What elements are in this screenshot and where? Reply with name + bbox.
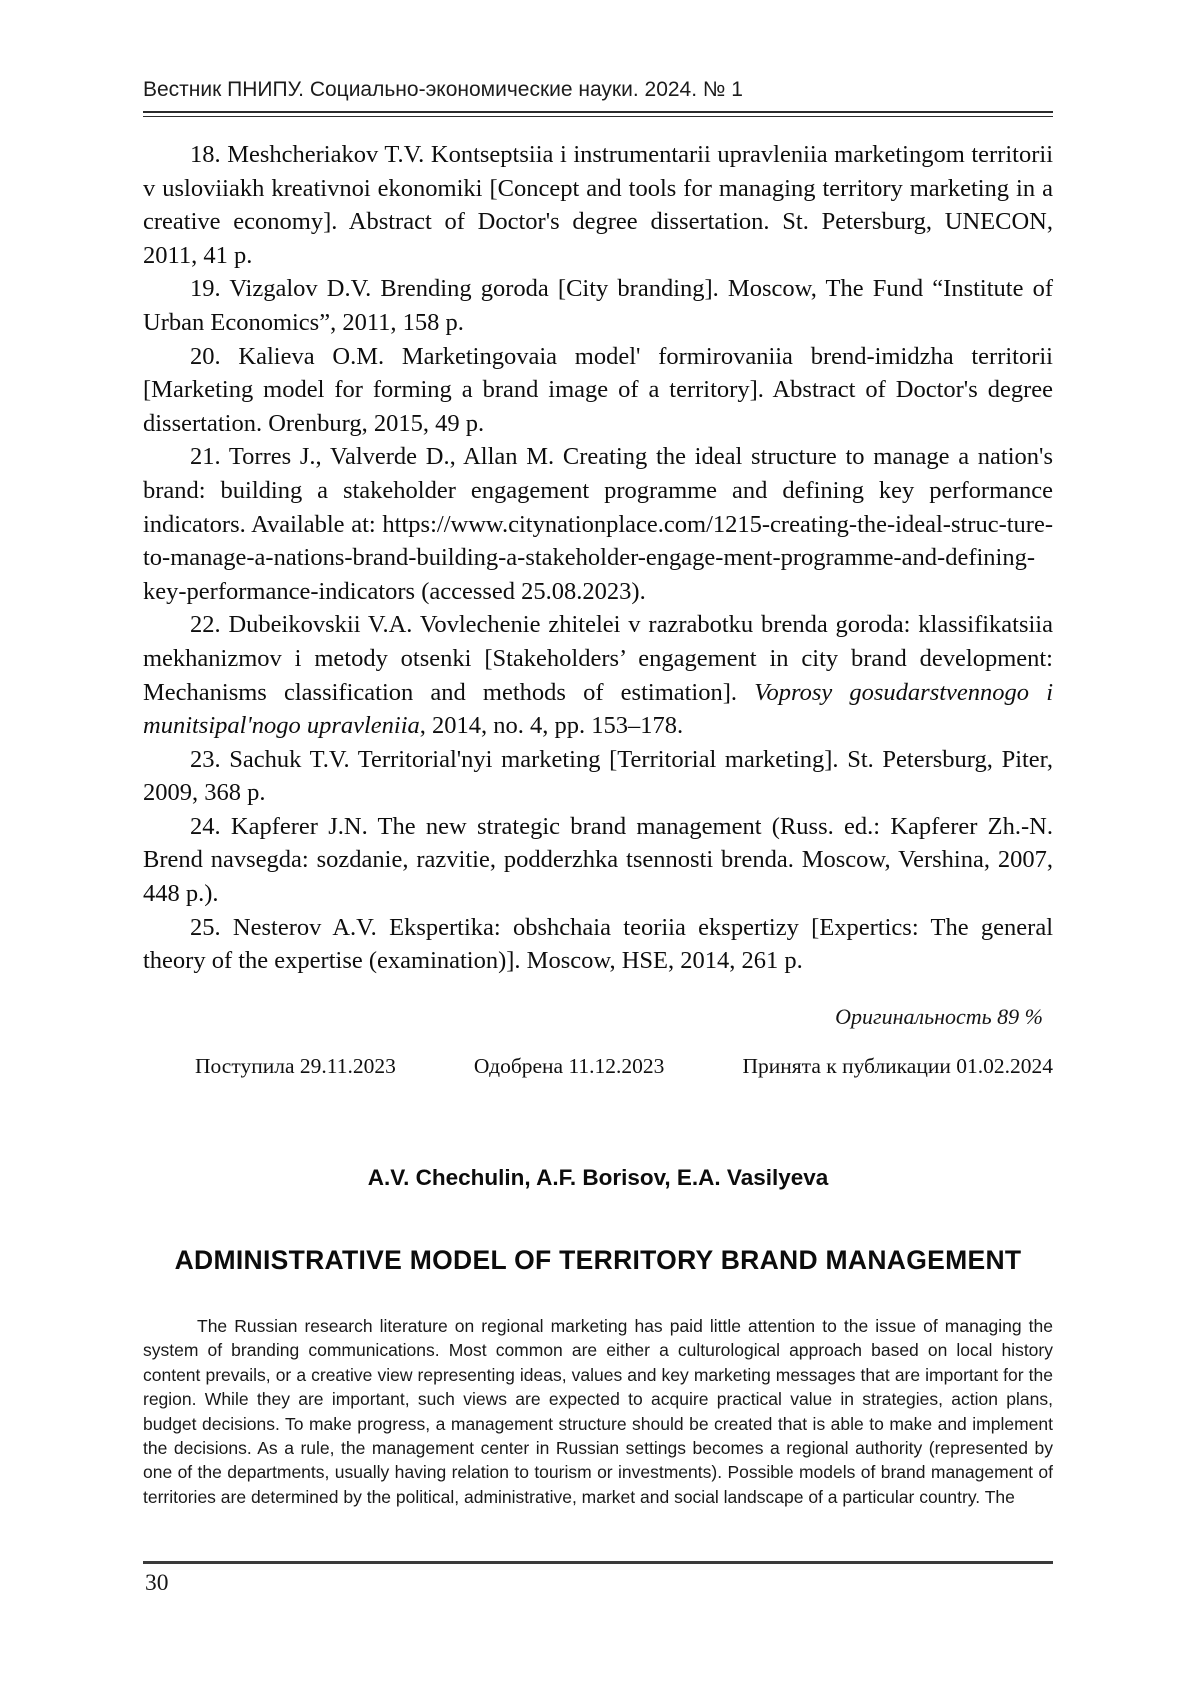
references-list [143, 138, 1053, 980]
reference-text: , 2014, no. 4, pp. 153–178. [419, 712, 684, 740]
abstract-text: The Russian research literature on regional marketing has paid little attention to the issue of managing the system of branding communications. Most common are either a culturological approach based on local history content prevails, or a creative view representing ideas, values and key marketing messages that are important for the region. While they are important, such views are expected to acquire practical value in strategies, action plans, budget decisions. To make progress, a management structure should be created that is able to make and implement the decisions. As a rule, the management center in Russian settings becomes a regional authority (represented by one of the departments, usually having relation to tourism or investments). Possible models of brand management of territories are determined by the political, administrative, market and social landscape of a particular country. The [143, 1316, 1053, 1507]
reference-text: 19. Vizgalov D.V. Brending goroda [City branding]. Moscow, The Fund “Institute of Urban Economics”, 2011, 158 p. [143, 275, 1053, 336]
dates-row [143, 1052, 1053, 1080]
running-header: Вестник ПНИПУ. Социально-экономические науки. 2024. № 1 [143, 78, 743, 101]
reference-item-18 [143, 138, 1053, 272]
reference-journal-name: Voprosy gosudarstvennogo i munitsipal'nogo upravleniia [143, 678, 1053, 740]
page-number: 30 [145, 1570, 169, 1596]
reference-item-22 [143, 608, 1053, 742]
approved-date: Одобрена 11.12.2023 [473, 1054, 665, 1078]
reference-text: 21. Torres J., Valverde D., Allan M. Creating the ideal structure to manage a nation's brand: building a stakeholder engagement programme and defining key performance indicators. Available at: https://www.citynationplace.com/1215-creating-the-ideal-struc-ture-to-manage-a-nations-brand-building-a-stakeholder-engage-ment-programme-and-defining-key-performance-indicators (accessed 25.08.2023). [143, 443, 1053, 605]
reference-text: 25. Nesterov A.V. Ekspertika: obshchaia teoriia ekspertizy [Expertics: The general theory of the expertise (examination)]. Moscow, HSE, 2014, 261 p. [143, 913, 1053, 975]
accepted-date: Принята к публикации 01.02.2024 [742, 1054, 1053, 1078]
reference-text: 20. Kalieva O.M. Marketingovaia model' formirovaniia brend-imidzha territorii [Marketing model for forming a brand image of a territory]. Abstract of Doctor's degree dissertation. Orenburg, 2015, 49 p. [143, 342, 1053, 437]
received-date: Поступила 29.11.2023 [195, 1054, 396, 1078]
header-double-rule [143, 111, 1053, 117]
reference-item-23 [143, 743, 1053, 810]
article-title: ADMINISTRATIVE MODEL OF TERRITORY BRAND MANAGEMENT [174, 1245, 1022, 1275]
reference-item-21 [143, 440, 1053, 608]
reference-item-19 [143, 272, 1053, 339]
originality-note: Оригинальность 89 % [835, 1004, 1043, 1029]
reference-text: 23. Sachuk T.V. Territorial'nyi marketing [Territorial marketing]. St. Petersburg, Piter, 2009, 368 p. [143, 745, 1053, 807]
footer-rule [143, 1561, 1053, 1564]
reference-item-25 [143, 911, 1053, 978]
reference-text: 22. Dubeikovskii V.A. Vovlechenie zhitelei v razrabotku brenda goroda: klassifikatsiia mekhanizmov i metody otsenki [Stakeholders’ engagement in city brand development: Mechanisms classification and methods of estimation]. [143, 611, 1053, 706]
authors-line: A.V. Chechulin, A.F. Borisov, E.A. Vasilyeva [367, 1165, 829, 1190]
reference-item-24 [143, 810, 1053, 911]
reference-item-20 [143, 340, 1053, 441]
reference-text: 24. Kapferer J.N. The new strategic brand management (Russ. ed.: Kapferer Zh.-N. Brend navsegda: sozdanie, razvitie, podderzhka tsennosti brenda. Moscow, Vershina, 2007, 448 p.). [143, 812, 1053, 908]
reference-text: 18. Meshcheriakov T.V. Kontseptsiia i instrumentarii upravleniia marketingom territorii v usloviiakh kreativnoi ekonomiki [Concept and tools for managing territory marketing in a creative economy]. Abstract of Doctor's degree dissertation. St. Petersburg, UNECON, 2011, 41 p. [143, 141, 1053, 269]
